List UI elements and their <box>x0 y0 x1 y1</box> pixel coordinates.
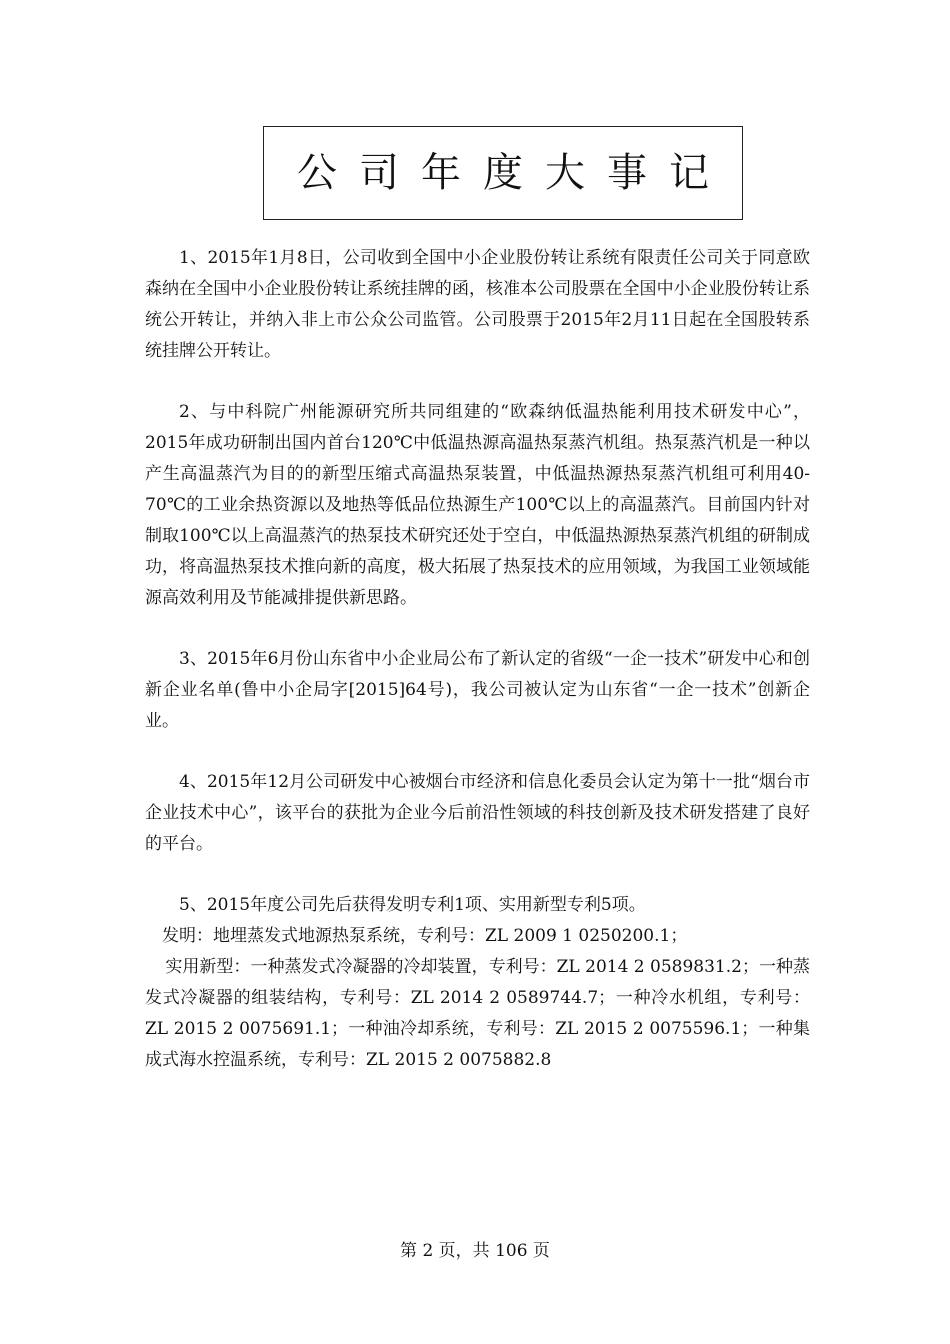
event-paragraph-4: 4、2015年12月公司研发中心被烟台市经济和信息化委员会认定为第十一批“烟台市企业技术中心”，该平台的获批为企业今后前沿性领域的科技创新及技术研发搭建了良好的平台。 <box>145 772 810 854</box>
paragraph-gap <box>145 737 810 767</box>
paragraph-gap <box>145 860 810 890</box>
page-title: 公司年度大事记 <box>297 150 731 196</box>
event-paragraph-2: 2、与中科院广州能源研究所共同组建的“欧森纳低温热能利用技术研发中心”，2015年成功研制出国内首台120℃中低温热源高温热泵蒸汽机组。热泵蒸汽机是一种以产生高温蒸汽为目的的新型压缩式高温热泵装置，中低温热源热泵蒸汽机组可利用40-70℃的工业余热资源以及地热等低品位热源生产100℃以上的高温蒸汽。目前国内针对制取100℃以上高温蒸汽的热泵技术研究还处于空白，中低温热源热泵蒸汽机组的研制成功，将高温热泵技术推向新的高度，极大拓展了热泵技术的应用领域，为我国工业领域能源高效利用及节能减排提供新思路。 <box>145 402 810 608</box>
document-body <box>145 243 810 1076</box>
paragraph-gap <box>145 614 810 644</box>
title-box <box>263 126 743 220</box>
patents-intro: 5、2015年度公司先后获得发明专利1项、实用新型专利5项。 <box>179 895 646 915</box>
page-footer: 第 2 页，共 106 页 <box>400 1241 550 1261</box>
utility-patents: 实用新型：一种蒸发式冷凝器的冷却装置，专利号：ZL 2014 2 0589831.2；一种蒸发式冷凝器的组装结构，专利号：ZL 2014 2 0589744.7；一种冷水机组，专利号：ZL 2015 2 0075691.1；一种油冷却系统，专利号：ZL 2015 2 0075596.1；一种集成式海水控温系统，专利号：ZL 2015 2 0075882.8 <box>145 957 810 1070</box>
event-paragraph-3: 3、2015年6月份山东省中小企业局公布了新认定的省级“一企一技术”研发中心和创新企业名单(鲁中小企局字[2015]64号)，我公司被认定为山东省“一企一技术”创新企业。 <box>145 649 810 731</box>
event-paragraph-1: 1、2015年1月8日，公司收到全国中小企业股份转让系统有限责任公司关于同意欧森纳在全国中小企业股份转让系统挂牌的函，核准本公司股票在全国中小企业股份转让系统公开转让，并纳入非上市公众公司监管。公司股票于2015年2月11日起在全国股转系统挂牌公开转让。 <box>145 248 810 361</box>
paragraph-gap <box>145 367 810 397</box>
invention-patent: 发明：地埋蒸发式地源热泵系统，专利号：ZL 2009 1 0250200.1； <box>162 926 688 946</box>
